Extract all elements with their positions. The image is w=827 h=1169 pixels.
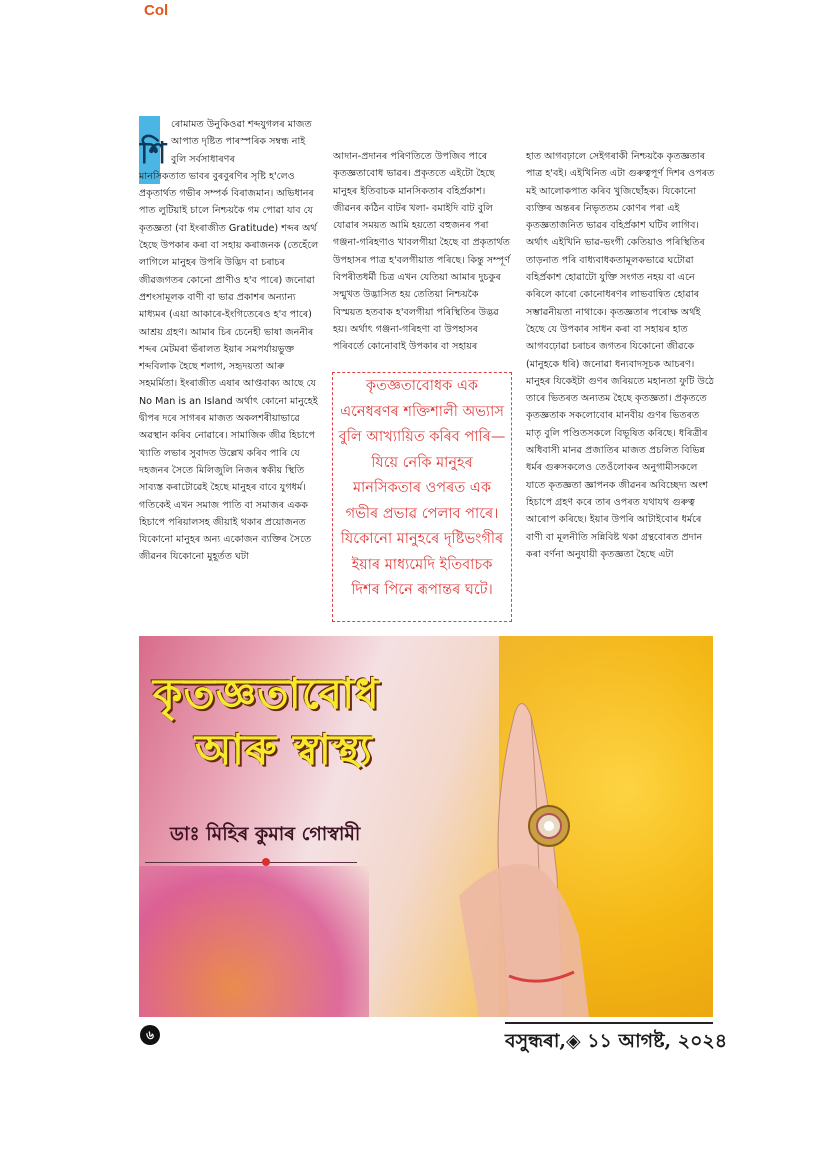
- author-byline: ডাঃ মিহিৰ কুমাৰ গোস্বামী: [170, 823, 361, 845]
- column-3-body: হাত আগবঢ়ালে সেইগৰাকী নিশ্চয়কৈ কৃতজ্ঞতাৰ পাত্ৰ হ'বই। এইখিনিত এটা গুৰুত্বপূৰ্ণ দিশৰ ওপৰত মই আলোকপাত কৰিব খুজিছোঁহক। যিকোনো ব্যক্তিৰ অন্তৰৰ নিভৃততম কোণৰ পৰা এই কৃতজ্ঞতাজনিত ভাৱৰ বহিৰ্প্ৰকাশ ঘটিব লাগিব। অৰ্থাৎ এইখিনি ভাৱ-ভংগী কেতিয়াও পৰিস্থিতিৰ তাড়নাত পৰি বাধ্যবাধকতামূলকভাৱে ঘটোৱা বহিৰ্প্ৰকাশ হোৱাটো যুক্তি সংগত নহয় বা এনে কৰিলে কাৰো কোনোধৰণৰ লাভবান্বিত হোৱাৰ সম্ভাৱনীয়তা নাথাকে। কৃতজ্ঞতাৰ পৰোক্ষ অৰ্থই হৈছে যে উপকাৰ সাধন কৰা বা সহায়ৰ হাত আগবঢ়োৱা চৰাচৰ জগতৰ যিকোনো জীৱকে (মানুহকে ধৰি) জনোৱা ধন্যবাদসূচক আচৰণ। মানুহৰ যিকেইটা গুণৰ জৰিয়তে মহানতা ফুটি উঠে তাৰে ভিতৰত অন্যতম হৈছে কৃতজ্ঞতা। প্ৰকৃততে কৃতজ্ঞতাক সকলোবোৰ মানবীয় গুণৰ ভিতৰত মাতৃ বুলি পণ্ডিতসকলে বিভূষিত কৰিছে। ধৰিত্ৰীৰ অধিবাসী মানৱ প্ৰজাতিৰ মাজত প্ৰচলিত বিভিন্ন ধৰ্মৰ গুৰুসকলেও তেওঁলোকৰ অনুগামীসকলে যাতে কৃতজ্ঞতা জ্ঞাপনক জীৱনৰ অবিচ্ছেদ্য অংশ হিচাপে গ্ৰহণ কৰে তাৰ ওপৰত যথাযথ গুৰুত্ব আৰোপ কৰিছে। ইয়াৰ উপৰি আটাইবোৰ ধৰ্মৰে বাণী বা মূলনীতি সন্নিবিষ্ট থকা গ্ৰন্থবোৰত প্ৰদান কৰা বৰ্ণনা অনুযায়ী কৃতজ্ঞতা হৈছে এটা: [526, 151, 715, 560]
- hero-title-line-2: আৰু স্বাস্থ্য: [195, 725, 373, 774]
- praying-hands-illustration: [439, 676, 599, 1017]
- article-column-3: [526, 148, 716, 563]
- column-1-body: মানসিকতাত ভাবৰ বুৰবুৰণিৰ সৃষ্টি হ'লেও প্ৰকৃতাৰ্থত গভীৰ সম্পৰ্ক বিৰাজমান। অভিধানৰ পাত লুটিয়াই চালে নিশ্চয়কৈ গম পোৱা যাব যে কৃতজ্ঞতা (বা ইংৰাজীত Gratitude) শব্দৰ অৰ্থ হৈছে উপকাৰ কৰা বা সহায় কৰাজনক (তেহেঁলে লাগিলে মানুহৰ উপৰি উদ্ভিদ বা চৰাচৰ জীৱজগতৰ কোনো প্ৰাণীও হ'ব পাৰে) জনোৱা প্ৰশংসামূলক বাণী বা ভাৱ প্ৰকাশৰ অন্যান্য মাধ্যমৰ (এয়া আকাৰে-ইংগিতেৰেও হ'ব পাৰে) আশ্ৰয় গ্ৰহণ। আমাৰ চিৰ চেনেহী ভাষা জননীৰ শব্দৰ মেটমৰা ভঁৰালত ইয়াৰ সমপৰ্যায়ভুক্ত শব্দবিলাক হৈছে শলাগ, সহৃদয়তা আৰু সহমৰ্মিতা। ইংৰাজীত এষাৰ আপ্তবাক্য আছে যে No Man is an Island অৰ্থাৎ কোনো মানুহেই দ্বীপৰ দৰে সাগৰৰ মাজত অকলশৰীয়াভাৱে অৱস্থান কৰিব নোৱাৰে। সামাজিক জীৱ হিচাপে খ্যাতি লভাৰ সুবাদত উল্লেখ কৰিব পাৰি যে দহজনৰ সৈতে মিলিজুলি নিজৰ স্বকীয় স্থিতি সাব্যস্ত কৰাটোৱেই হৈছে মানুহৰ বাবে যুগধৰ্ম। গতিকেই এখন সমাজ পাতি বা সমাজৰ একক হিচাপে পৰিয়ালসহ জীয়াই থকাৰ প্ৰয়োজনত যিকোনো মানুহৰ অন্য একোজন ব্যক্তিৰ সৈতে জীৱনৰ যিকোনো মুহূৰ্তত ঘটা: [139, 170, 319, 563]
- section-tag: Col: [144, 2, 169, 19]
- column-1-first-lines: ৰোমামত উনুকিওৱা শব্দযুগলৰ মাজত আপাত দৃষ্টিত পাৰস্পৰিক সম্বন্ধ নাই বুলি সৰ্বসাধাৰণৰ: [171, 119, 312, 165]
- hero-background-blur: [139, 866, 369, 1017]
- publication-date: বসুন্ধৰা,◈ ১১ আগষ্ট, ২০২৪: [505, 1030, 728, 1052]
- hero-title-line-1: কৃতজ্ঞতাবোধ: [153, 669, 380, 718]
- article-column-2: [333, 148, 511, 356]
- article-column-1: [139, 116, 319, 566]
- pull-quote: কৃতজ্ঞতাবোধক এক এনেধৰণৰ শক্তিশালী অভ্যাস বুলি আখ্যায়িত কৰিব পাৰি— যিয়ে নেকি মানুহৰ মানসিকতাৰ ওপৰত এক গভীৰ প্ৰভাৱ পেলাব পাৰে। যিকোনো মানুহৰে দৃষ্টিভংগীৰ ইয়াৰ মাধ্যমেদি ইতিবাচক দিশৰ পিনে ৰূপান্তৰ ঘটে।: [338, 378, 506, 598]
- author-rule: [145, 862, 357, 863]
- author-rule-ornament: [262, 858, 270, 866]
- dropcap-letter: শি: [140, 136, 167, 171]
- page-number: ৬: [140, 1025, 160, 1045]
- footer-rule: [505, 1022, 713, 1024]
- column-2-body: আদান-প্ৰদানৰ পৰিণতিতে উপজিব পাৰে কৃতজ্ঞতাবোধ ভাৱৰ। প্ৰকৃততে এইটো হৈছে মানুহৰ ইতিবাচক মানসিকতাৰ বহিৰ্প্ৰকাশ। জীৱনৰ কঠিন বাটৰ খলা- বমাইদি বাট বুলি যোৱাৰ সময়ত আমি হয়তো বহুজনৰ পৰা গঞ্জনা-গৰিহণাও খাবলগীয়া হৈছে বা প্ৰকৃতাৰ্থত উপহাসৰ পাত্ৰ হ'বলগীয়াত পৰিছে। কিন্তু সম্পূৰ্ণ বিপৰীতধৰ্মী চিত্ৰ এখন যেতিয়া আমাৰ দুচকুৰ সন্মুখত উদ্ভাসিত হয় তেতিয়া নিশ্চয়কৈ বিস্ময়ত হতবাক হ'বলগীয়া পৰিস্থিতিৰ উদ্ভৱ হয়। অৰ্থাৎ গঞ্জনা-গৰিহণা বা উপহাসৰ পৰিবৰ্তে কোনোবাই উপকাৰ বা সহায়ৰ: [333, 151, 511, 353]
